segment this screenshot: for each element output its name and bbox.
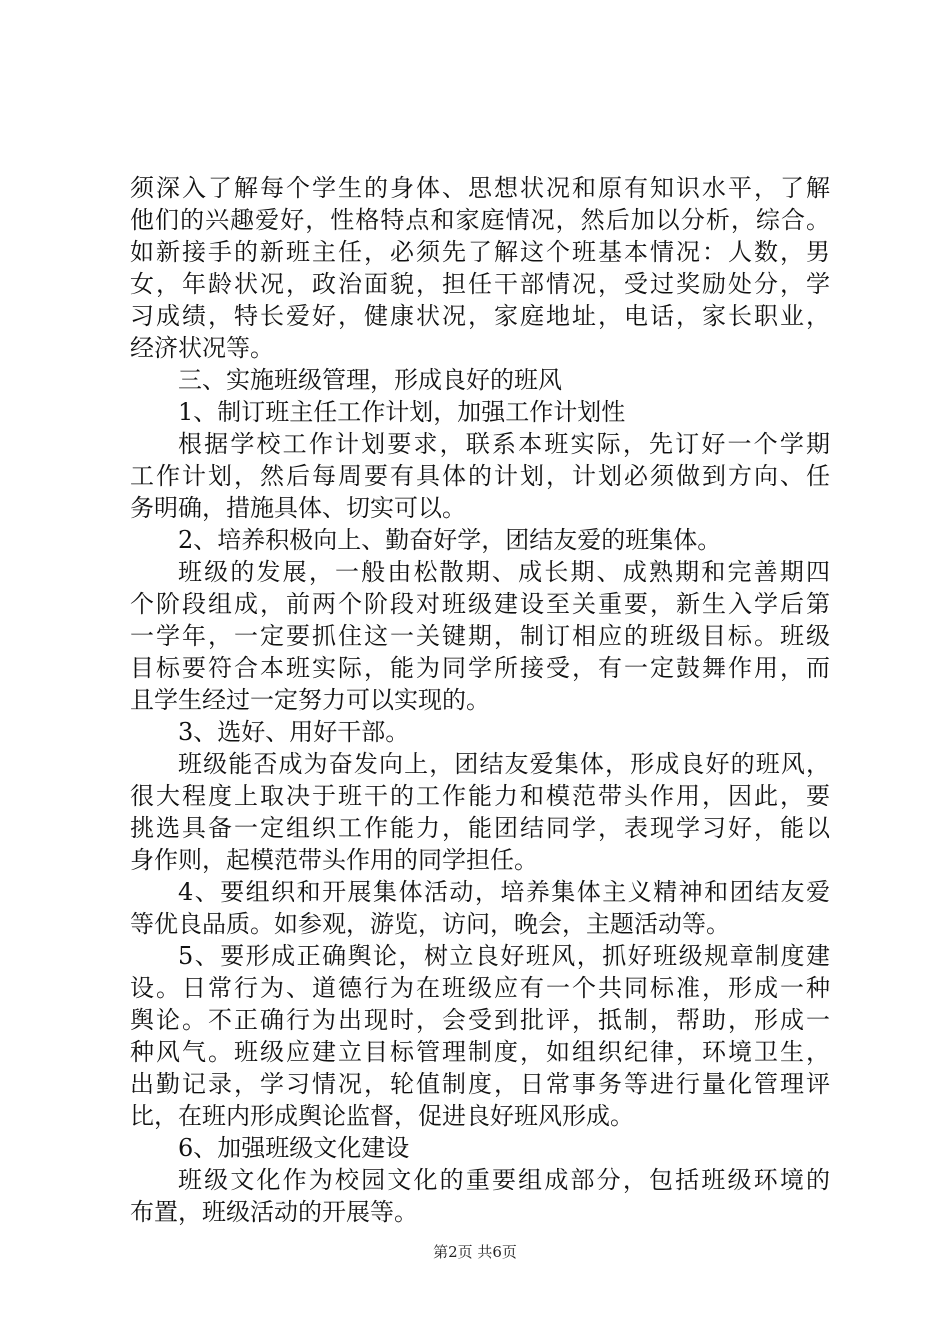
text-line: 等优良品质。如参观，游览，访问，晚会，主题活动等。 — [130, 910, 730, 938]
text-line: 女，年龄状况，政治面貌，担任干部情况，受过奖励处分，学 — [130, 270, 830, 298]
text-line: 个阶段组成，前两个阶段对班级建设至关重要，新生入学后第 — [130, 590, 830, 618]
text-line: 2、培养积极向上、勤奋好学，团结友爱的班集体。 — [178, 526, 722, 554]
text-line: 出勤记录，学习情况，轮值制度，日常事务等进行量化管理评 — [130, 1070, 830, 1098]
text-line: 一学年，一定要抓住这一关键期，制订相应的班级目标。班级 — [130, 622, 830, 650]
text-line: 班级能否成为奋发向上，团结友爱集体，形成良好的班风， — [178, 750, 830, 778]
text-line: 舆论。不正确行为出现时，会受到批评，抵制，帮助，形成一 — [130, 1006, 830, 1034]
text-line: 身作则，起模范带头作用的同学担任。 — [130, 846, 538, 874]
text-line: 班级文化作为校园文化的重要组成部分，包括班级环境的 — [178, 1166, 830, 1194]
document-body — [130, 172, 830, 1228]
text-line: 三、实施班级管理，形成良好的班风 — [178, 366, 562, 394]
text-line: 目标要符合本班实际，能为同学所接受，有一定鼓舞作用，而 — [130, 654, 830, 682]
text-line: 经济状况等。 — [130, 334, 274, 362]
text-line: 3、选好、用好干部。 — [178, 718, 410, 746]
text-line: 须深入了解每个学生的身体、思想状况和原有知识水平，了解 — [130, 174, 830, 202]
text-line: 设。日常行为、道德行为在班级应有一个共同标准，形成一种 — [130, 974, 830, 1002]
text-line: 他们的兴趣爱好，性格特点和家庭情况，然后加以分析，综合。 — [130, 206, 830, 234]
text-line: 很大程度上取决于班干的工作能力和模范带头作用，因此，要 — [130, 782, 830, 810]
text-line: 班级的发展，一般由松散期、成长期、成熟期和完善期四 — [178, 558, 830, 586]
text-line: 比，在班内形成舆论监督，促进良好班风形成。 — [130, 1102, 634, 1130]
text-line: 挑选具备一定组织工作能力，能团结同学，表现学习好，能以 — [130, 814, 830, 842]
text-line: 根据学校工作计划要求，联系本班实际，先订好一个学期 — [178, 430, 830, 458]
text-line: 6、加强班级文化建设 — [178, 1134, 410, 1162]
text-line: 种风气。班级应建立目标管理制度，如组织纪律，环境卫生， — [130, 1038, 830, 1066]
text-line: 务明确，措施具体、切实可以。 — [130, 494, 466, 522]
text-line: 4、要组织和开展集体活动，培养集体主义精神和团结友爱 — [178, 878, 830, 906]
text-line: 布置，班级活动的开展等。 — [130, 1198, 418, 1226]
text-line: 1、制订班主任工作计划，加强工作计划性 — [178, 398, 626, 426]
text-line: 工作计划，然后每周要有具体的计划，计划必须做到方向、任 — [130, 462, 830, 490]
text-line: 且学生经过一定努力可以实现的。 — [130, 686, 490, 714]
text-line: 5、要形成正确舆论，树立良好班风，抓好班级规章制度建 — [178, 942, 830, 970]
page-number-footer: 第2页 共6页 — [433, 1243, 517, 1261]
text-line: 如新接手的新班主任，必须先了解这个班基本情况：人数，男 — [130, 238, 830, 266]
text-line: 习成绩，特长爱好，健康状况，家庭地址，电话，家长职业， — [130, 302, 830, 330]
